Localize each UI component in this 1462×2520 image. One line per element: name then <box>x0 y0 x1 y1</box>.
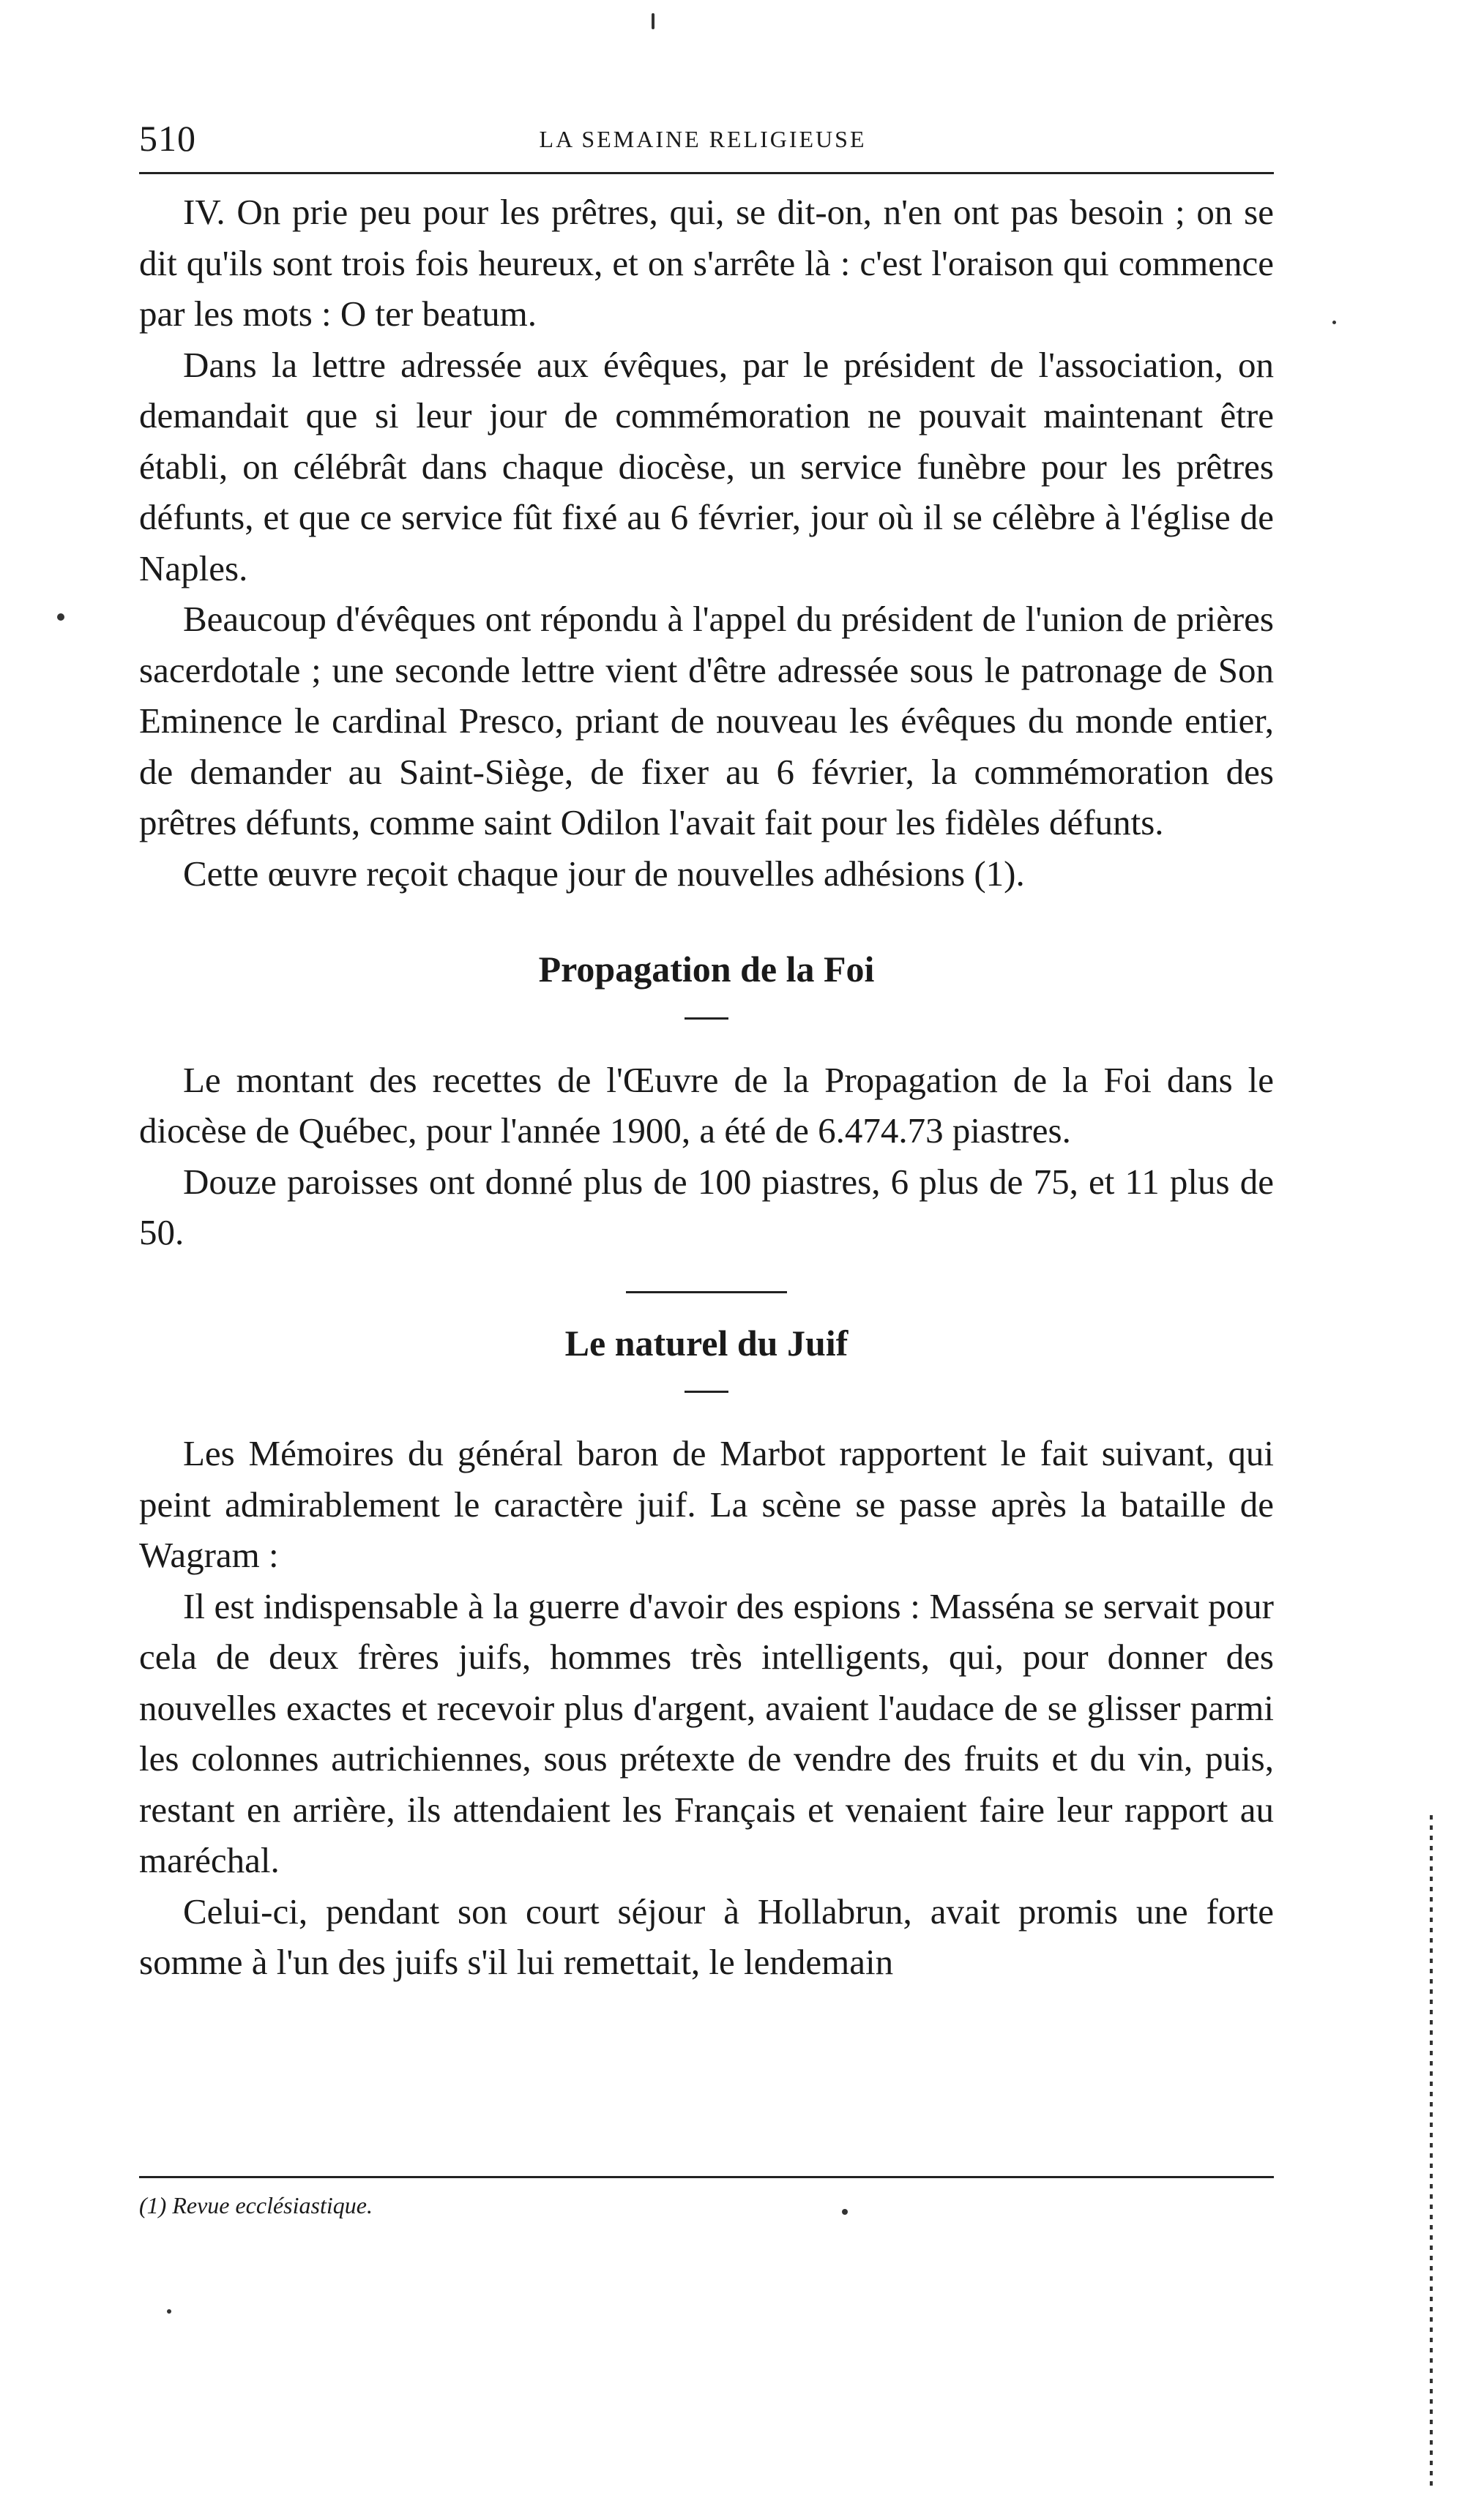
section-title: Le naturel du Juif <box>564 1322 849 1364</box>
paragraph: Celui-ci, pendant son court séjour à Hollabrun, avait promis une forte somme à l'un des juifs s'il lui remettait, le lendemain <box>139 1891 1274 1982</box>
paragraph: Douze paroisses ont donné plus de 100 piastres, 6 plus de 75, et 11 plus de 50. <box>139 1161 1274 1252</box>
print-speck <box>842 2209 848 2215</box>
spacer <box>139 1258 1274 1291</box>
running-title: LA SEMAINE RELIGIEUSE <box>539 126 867 152</box>
section-propagation <box>139 944 1274 1258</box>
section-title: Propagation de la Foi <box>538 949 875 990</box>
book-page <box>132 0 1274 2520</box>
print-speck <box>57 613 64 621</box>
page-header <box>132 117 1274 161</box>
footnote: (1) Revue ecclésiastique. <box>139 2192 373 2218</box>
section-priests <box>139 187 1274 899</box>
section-divider <box>626 1291 787 1293</box>
section-juif <box>139 1318 1274 1988</box>
title-rule <box>685 1017 728 1020</box>
print-speck <box>1332 321 1336 324</box>
paragraph: Cette œuvre reçoit chaque jour de nouvelles adhésions (1). <box>183 853 1025 894</box>
print-speck <box>652 13 654 29</box>
header-rule <box>139 172 1274 174</box>
paragraph: IV. On prie peu pour les prêtres, qui, se dit-on, n'en ont pas besoin ; on se dit qu'ils sont trois fois heureux, et on s'arrête là : c'est l'oraison qui commence par les mots : O ter beatum. <box>139 192 1274 334</box>
page-body <box>139 187 1274 1988</box>
paragraph: Les Mémoires du général baron de Marbot rapportent le fait suivant, qui peint admirablement le caractère juif. La scène se passe après la bataille de Wagram : <box>139 1433 1274 1575</box>
print-speck <box>167 2309 171 2314</box>
paragraph: Il est indispensable à la guerre d'avoir des espions : Masséna se servait pour cela de deux frères juifs, hommes très intelligents, qui, pour donner des nouvelles exactes et recevoir plus d'argent, avaient l'audace de se glisser parmi les colonnes autrichiennes, sous prétexte de vendre des fruits et du vin, puis, restant en arrière, ils attendaient les Français et venaient faire leur rapport au maréchal. <box>139 1585 1274 1880</box>
paragraph: Beaucoup d'évêques ont répondu à l'appel du président de l'union de prières sacerdotale ; une seconde lettre vient d'être adressée sous le patronage de Son Eminence le cardinal Presco, priant de nouveau les évêques du monde entier, de demander au Saint-Siège, de fixer au 6 février, la commémoration des prêtres défunts, comme saint Odilon l'avait fait pour les fidèles défunts. <box>139 599 1274 842</box>
footnote-rule <box>139 2176 1274 2178</box>
title-rule <box>685 1391 728 1393</box>
paragraph: Le montant des recettes de l'Œuvre de la Propagation de la Foi dans le diocèse de Québec, pour l'année 1900, a été de 6.474.73 piastres. <box>139 1059 1274 1151</box>
page-number: 510 <box>139 118 196 159</box>
binding-edge-marks <box>1430 1815 1433 2489</box>
paragraph: Dans la lettre adressée aux évêques, par le président de l'association, on demandait que si leur jour de commémoration ne pouvait maintenant être établi, on célébrât dans chaque diocèse, un service funèbre pour les prêtres défunts, et que ce service fût fixé au 6 février, jour où il se célèbre à l'église de Naples. <box>139 344 1274 588</box>
spacer <box>139 899 1274 944</box>
